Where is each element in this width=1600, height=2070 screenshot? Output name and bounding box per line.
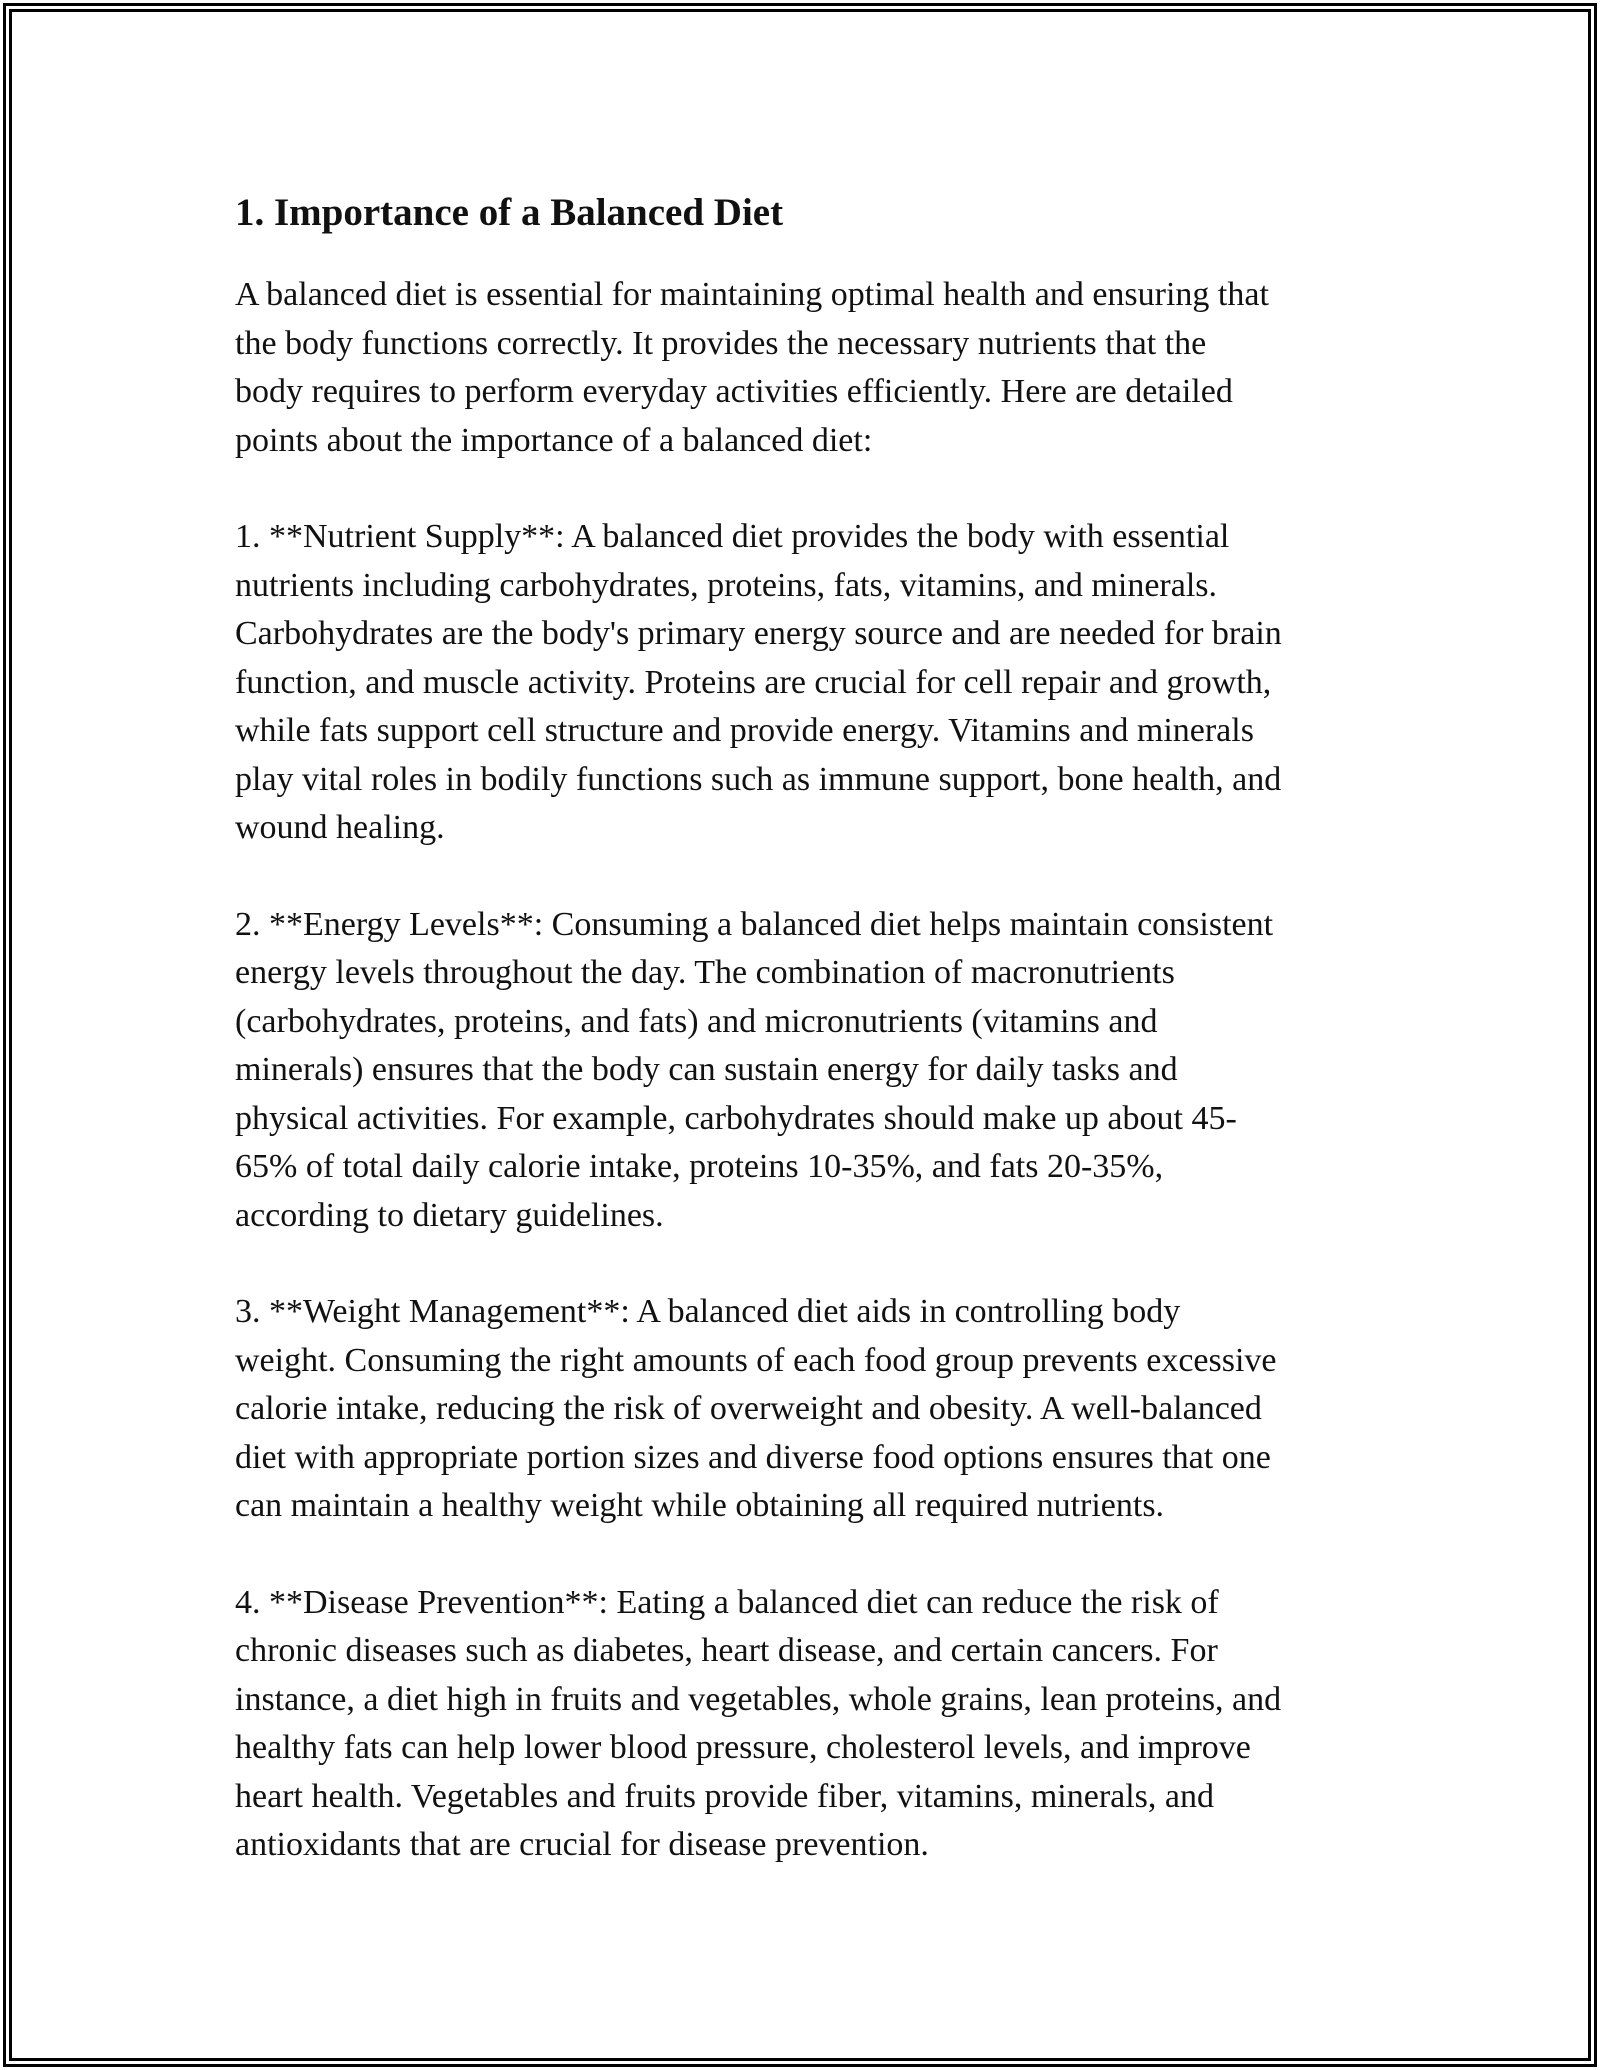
point-weight-management: 3. **Weight Management**: A balanced diet aids in controlling body weight. Consuming the right amounts of each food group prevents excessive calorie intake, reducing the risk of overweight and obesity. A well-balanced diet with appropriate portion sizes and diverse food options ensures that one can maintain a healthy weight while obtaining all required nutrients. bbox=[235, 1293, 1277, 1524]
point-nutrient-supply: 1. **Nutrient Supply**: A balanced diet provides the body with essential nutrients including carbohydrates, proteins, fats, vitamins, and minerals. Carbohydrates are the body's primary energy source and are needed for brain function, and muscle activity. Proteins are crucial for cell repair and growth, while fats support cell structure and provide energy. Vitamins and minerals play vital roles in bodily functions such as immune support, bone health, and wound healing. bbox=[235, 518, 1282, 846]
point-disease-prevention: 4. **Disease Prevention**: Eating a balanced diet can reduce the risk of chronic diseases such as diabetes, heart disease, and certain cancers. For instance, a diet high in fruits and vegetables, whole grains, lean proteins, and healthy fats can help lower blood pressure, cholesterol levels, and improve heart health. Vegetables and fruits provide fiber, vitamins, minerals, and antioxidants that are crucial for disease prevention. bbox=[235, 1583, 1282, 1863]
section-heading: 1. Importance of a Balanced Diet bbox=[235, 191, 784, 234]
point-energy-levels: 2. **Energy Levels**: Consuming a balanced diet helps maintain consistent energy levels throughout the day. The combination of macronutrients (carbohydrates, proteins, and fats) and micronutrients (vitamins and minerals) ensures that the body can sustain energy for daily tasks and physical activities. For example, carbohydrates should make up about 45- 65% of total daily calorie intake, proteins 10-35%, and fats 20-35%, according to dietary guidelines. bbox=[235, 905, 1274, 1234]
intro-paragraph: A balanced diet is essential for maintaining optimal health and ensuring that the body functions correctly. It provides the necessary nutrients that the body requires to perform everyday activities efficiently. Here are detailed points about the importance of a balanced diet: bbox=[235, 276, 1269, 459]
document-body bbox=[235, 185, 1375, 1918]
